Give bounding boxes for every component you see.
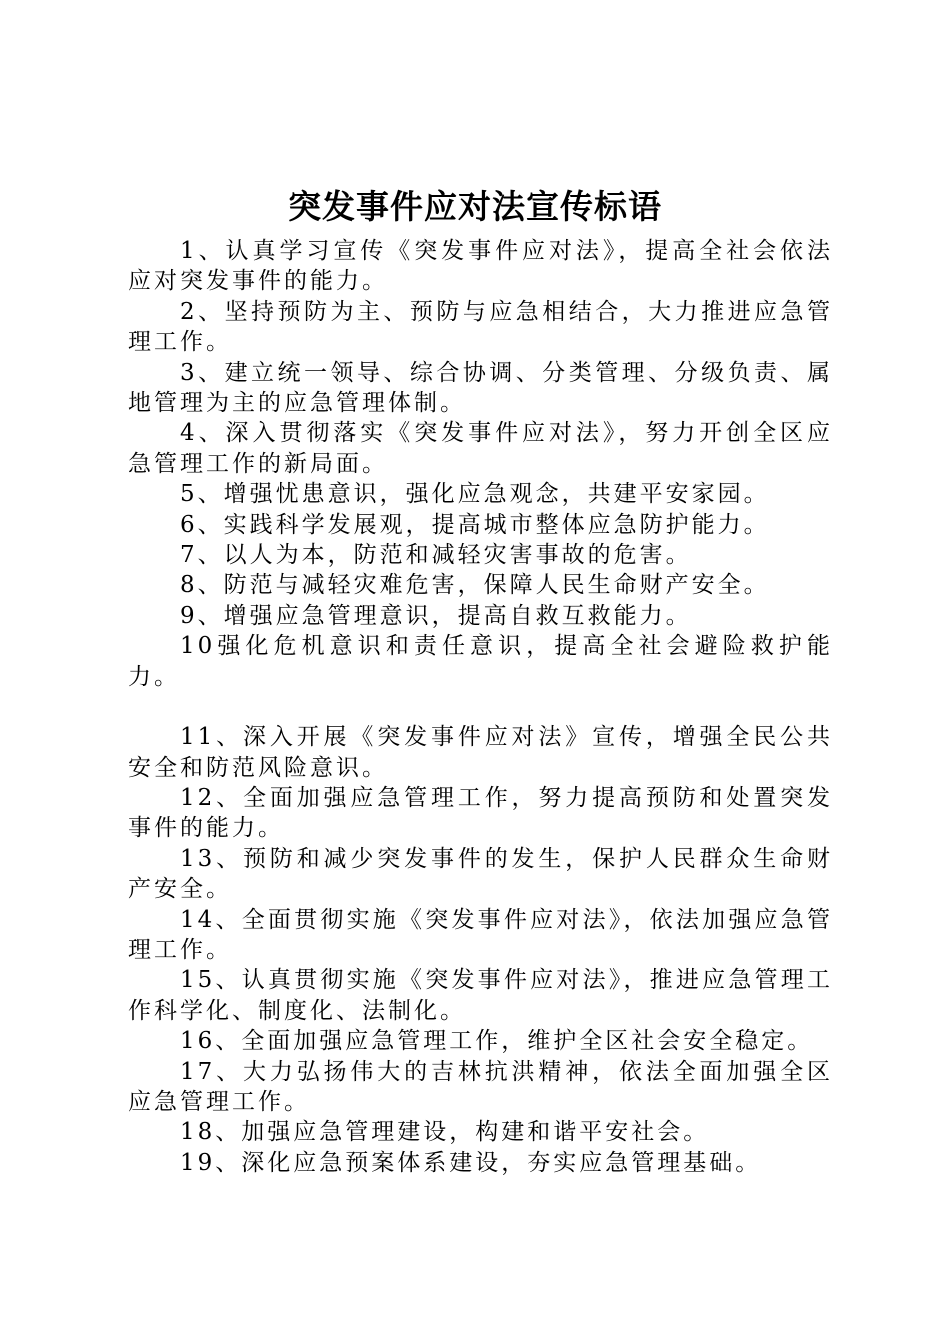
slogan-item: 19、深化应急预案体系建设，夯实应急管理基础。 bbox=[180, 1149, 762, 1176]
slogan-item: 4、深入贯彻落实《突发事件应对法》，努力开创全区应急管理工作的新局面。 bbox=[128, 420, 833, 477]
slogan-item: 14、全面贯彻实施《突发事件应对法》，依法加强应急管理工作。 bbox=[128, 906, 833, 963]
slogan-item: 9、增强应急管理意识，提高自救互救能力。 bbox=[180, 602, 692, 629]
slogan-item: 1、认真学习宣传《突发事件应对法》，提高全社会依法应对突发事件的能力。 bbox=[128, 238, 833, 295]
slogan-item: 10强化危机意识和责任意识，提高全社会避险救护能力。 bbox=[128, 633, 833, 690]
slogan-item: 17、大力弘扬伟大的吉林抗洪精神，依法全面加强全区应急管理工作。 bbox=[128, 1058, 833, 1115]
slogan-item: 3、建立统一领导、综合协调、分类管理、分级负责、属地管理为主的应急管理体制。 bbox=[128, 359, 833, 417]
slogan-item: 8、防范与减轻灾难危害，保障人民生命财产安全。 bbox=[180, 572, 770, 599]
slogan-item: 12、全面加强应急管理工作，努力提高预防和处置突发事件的能力。 bbox=[128, 784, 833, 842]
document-title: 突发事件应对法宣传标语 bbox=[288, 187, 662, 226]
slogan-item: 15、认真贯彻实施《突发事件应对法》，推进应急管理工作科学化、制度化、法制化。 bbox=[128, 967, 833, 1024]
slogan-item: 11、深入开展《突发事件应对法》宣传，增强全民公共安全和防范风险意识。 bbox=[128, 724, 833, 781]
slogan-item: 13、预防和减少突发事件的发生，保护人民群众生命财产安全。 bbox=[128, 845, 833, 903]
slogan-item: 7、以人为本，防范和减轻灾害事故的危害。 bbox=[180, 542, 692, 569]
slogan-item: 18、加强应急管理建设，构建和谐平安社会。 bbox=[180, 1119, 710, 1146]
slogan-list bbox=[128, 236, 833, 1178]
slogan-item: 6、实践科学发展观，提高城市整体应急防护能力。 bbox=[180, 511, 770, 538]
slogan-item: 16、全面加强应急管理工作，维护全区社会安全稳定。 bbox=[180, 1028, 814, 1055]
slogan-item: 5、增强忧患意识，强化应急观念，共建平安家园。 bbox=[180, 481, 770, 508]
slogan-item: 2、坚持预防为主、预防与应急相结合，大力推进应急管理工作。 bbox=[128, 298, 833, 356]
